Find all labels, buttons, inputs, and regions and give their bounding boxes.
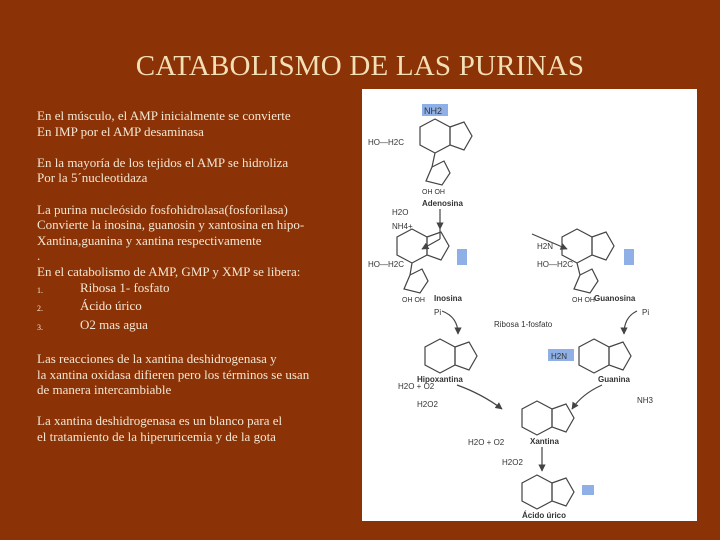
imidazole-ring <box>455 342 477 370</box>
text-line: el tratamiento de la hiperuricemia y de la gota <box>37 428 276 444</box>
h2n-label: H2N <box>551 352 568 361</box>
body-text <box>37 108 352 444</box>
adenosine-label: Adenosina <box>422 199 463 208</box>
purine-ring <box>562 229 592 263</box>
inosine-molecule <box>368 229 467 304</box>
list-number: 3. <box>37 322 43 332</box>
text-line: Por la 5´nucleotidaza <box>37 170 148 186</box>
purine-ring <box>397 229 427 263</box>
oxygen-highlight <box>582 485 594 495</box>
imidazole-ring <box>552 404 574 432</box>
imidazole-ring <box>450 122 472 150</box>
purine-catabolism-diagram <box>362 89 697 521</box>
imidazole-ring <box>552 478 574 506</box>
list-text: Ácido úrico <box>80 298 142 314</box>
ribose-ring <box>574 269 598 293</box>
list-item <box>37 298 352 317</box>
purine-ring <box>425 339 455 373</box>
text-line: En el catabolismo de AMP, GMP y XMP se libera: <box>37 263 301 279</box>
ho-ch2-label: HO—H2C <box>368 138 405 147</box>
text-line: Convierte la inosina, guanosin y xantosina en hipo- <box>37 217 305 233</box>
arrow-inosine-split <box>442 311 458 334</box>
purine-ring <box>522 401 552 435</box>
list-number: 1. <box>37 285 43 295</box>
imidazole-ring <box>592 232 614 260</box>
slide-title: CATABOLISMO DE LAS PURINAS <box>135 50 585 82</box>
xanthine-molecule <box>522 401 574 446</box>
ribose-ring <box>404 269 428 293</box>
h2n-label: H2N <box>537 242 554 251</box>
text-line: La xantina deshidrogenasa es un blanco para el <box>37 413 283 429</box>
guanosine-molecule <box>537 229 636 304</box>
text-line: de manera intercambiable <box>37 382 172 398</box>
list-item <box>37 280 352 299</box>
ho-ch2-label: HO—H2C <box>368 260 405 269</box>
h2o-label: H2O <box>392 208 409 217</box>
hypoxanthine-molecule <box>417 339 477 384</box>
h2o-o2-label: H2O + O2 <box>398 382 435 391</box>
adenosine-molecule <box>368 104 472 208</box>
uric-acid-label: Ácido úrico <box>522 511 567 520</box>
pi-left-label: Pi <box>434 308 442 317</box>
oh-oh-label: OH OH <box>572 297 595 304</box>
h2o-o2-label: H2O + O2 <box>468 438 505 447</box>
arrow-guanine-xanthine <box>572 385 602 409</box>
text-line: . <box>37 248 41 264</box>
ribose-phosphate-label: Ribosa 1-fosfato <box>494 320 553 329</box>
ho-ch2-label: HO—H2C <box>537 260 574 269</box>
guanine-label: Guanina <box>598 375 631 384</box>
nh4-label: NH4+ <box>392 222 413 231</box>
text-line: En la mayoría de los tejidos el AMP se hidroliza <box>37 154 289 170</box>
inosine-label: Inosina <box>434 294 463 303</box>
oh-oh-label: OH OH <box>422 189 445 196</box>
arrow-hypoxanthine-xanthine <box>457 385 502 409</box>
pi-right-label: Pi <box>642 308 650 317</box>
nh3-label: NH3 <box>637 396 654 405</box>
text-line: Xantina,guanina y xantina respectivamente <box>37 232 262 248</box>
xanthine-label: Xantina <box>530 437 559 446</box>
purine-ring <box>522 475 552 509</box>
list-text: Ribosa 1- fosfato <box>80 279 170 295</box>
list-number: 2. <box>37 304 43 314</box>
nh2-label: NH2 <box>424 106 443 116</box>
guanosine-label: Guanosina <box>594 294 636 303</box>
purine-ring <box>579 339 609 373</box>
inosine-highlight <box>457 249 467 265</box>
guanine-molecule <box>548 339 631 384</box>
text-line: Las reacciones de la xantina deshidrogenasa y <box>37 350 277 366</box>
text-line: En el músculo, el AMP inicialmente se convierte <box>37 108 291 123</box>
h2o2-label: H2O2 <box>417 400 438 409</box>
h2o2-label: H2O2 <box>502 458 523 467</box>
guanosine-highlight <box>624 249 634 265</box>
hypoxanthine-label: Hipoxantina <box>417 375 463 384</box>
ribose-ring <box>426 161 450 185</box>
pathway-svg <box>362 89 697 521</box>
list-item <box>37 317 352 336</box>
text-line: La purina nucleósido fosfohidrolasa(fosforilasa) <box>37 201 288 217</box>
list-text: O2 mas agua <box>80 316 148 332</box>
uric-acid-molecule <box>522 475 594 520</box>
text-line: En IMP por el AMP desaminasa <box>37 123 204 139</box>
arrow-guanosine-split <box>624 311 637 334</box>
imidazole-ring <box>427 232 449 260</box>
imidazole-ring <box>609 342 631 370</box>
purine-ring <box>420 119 450 153</box>
oh-oh-label: OH OH <box>402 297 425 304</box>
text-line: la xantina oxidasa difieren pero los términos se usan <box>37 366 310 382</box>
